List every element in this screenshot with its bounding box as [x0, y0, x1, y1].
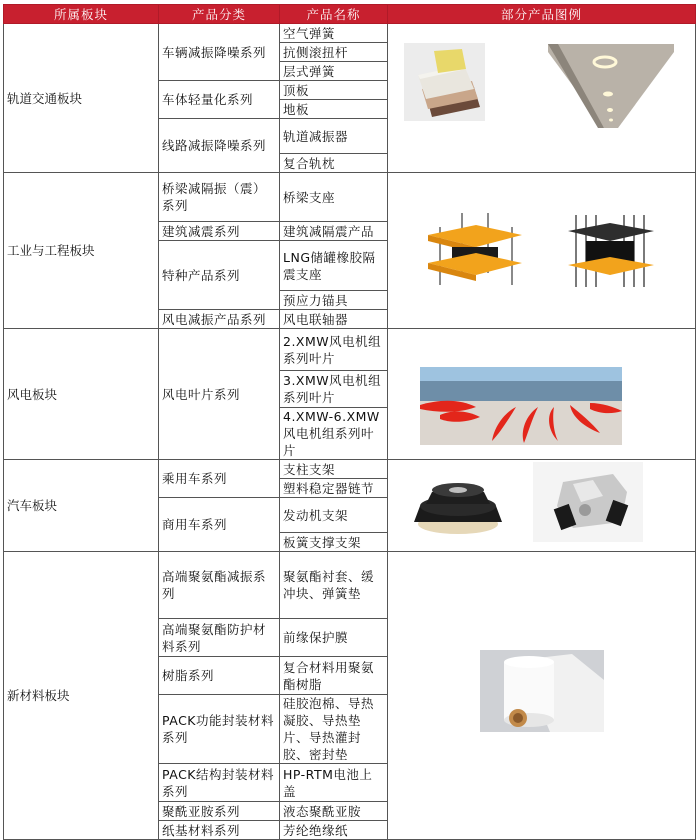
table-header-row — [4, 5, 696, 24]
header-images: 部分产品图例 — [388, 5, 696, 24]
header-product-name: 产品名称 — [280, 5, 388, 24]
category-cell: 车辆减振降噪系列 — [159, 24, 280, 81]
category-cell: 乘用车系列 — [159, 460, 280, 498]
table-row — [4, 24, 696, 43]
product-name-cell: 桥梁支座 — [280, 173, 388, 222]
product-name-cell: 建筑减隔震产品 — [280, 222, 388, 241]
category-cell: 风电叶片系列 — [159, 329, 280, 460]
wind-blades-photo — [420, 367, 622, 445]
strut-mount-photo — [398, 468, 516, 540]
rail-image-cell — [388, 24, 696, 173]
product-name-cell: 地板 — [280, 100, 388, 119]
table-row — [4, 552, 696, 619]
category-cell: PACK功能封装材料系列 — [159, 695, 280, 764]
category-cell: 聚酰亚胺系列 — [159, 802, 280, 821]
product-name-cell: 空气弹簧 — [280, 24, 388, 43]
table-row — [4, 460, 696, 479]
product-name-cell: 2.XMW风电机组系列叶片 — [280, 329, 388, 371]
product-name-cell: 液态聚酰亚胺 — [280, 802, 388, 821]
product-name-cell: 层式弹簧 — [280, 62, 388, 81]
category-cell: 树脂系列 — [159, 657, 280, 695]
protective-film-roll-photo — [480, 650, 604, 732]
product-name-cell: 前缘保护膜 — [280, 619, 388, 657]
header-sector: 所属板块 — [4, 5, 159, 24]
sector-cell: 新材料板块 — [4, 552, 159, 840]
category-cell: PACK结构封装材料系列 — [159, 764, 280, 802]
product-name-cell: 顶板 — [280, 81, 388, 100]
product-name-cell: 芳纶绝缘纸 — [280, 821, 388, 840]
product-name-cell: 风电联轴器 — [280, 310, 388, 329]
product-name-cell: 复合轨枕 — [280, 154, 388, 173]
engine-bracket-photo — [533, 462, 643, 542]
table-row — [4, 173, 696, 222]
product-name-cell: 3.XMW风电机组系列叶片 — [280, 371, 388, 408]
wind-image-cell — [388, 329, 696, 460]
product-name-cell: 支柱支架 — [280, 460, 388, 479]
product-name-cell: 4.XMW-6.XMW风电机组系列叶片 — [280, 408, 388, 460]
bridge-bearing-photo — [422, 213, 528, 289]
sector-cell: 工业与工程板块 — [4, 173, 159, 329]
product-name-cell: 发动机支架 — [280, 498, 388, 533]
category-cell: 高端聚氨酯减振系列 — [159, 552, 280, 619]
sector-cell: 汽车板块 — [4, 460, 159, 552]
product-name-cell: 塑料稳定器链节 — [280, 479, 388, 498]
category-cell: 高端聚氨酯防护材料系列 — [159, 619, 280, 657]
category-cell: 车体轻量化系列 — [159, 81, 280, 119]
category-cell: 建筑减震系列 — [159, 222, 280, 241]
industrial-image-cell — [388, 173, 696, 329]
new-material-image-cell — [388, 552, 696, 840]
sector-cell: 轨道交通板块 — [4, 24, 159, 173]
product-name-cell: 轨道减振器 — [280, 119, 388, 154]
sector-cell: 风电板块 — [4, 329, 159, 460]
header-category: 产品分类 — [159, 5, 280, 24]
product-name-cell: HP-RTM电池上盖 — [280, 764, 388, 802]
category-cell: 桥梁减隔振（震）系列 — [159, 173, 280, 222]
category-cell: 纸基材料系列 — [159, 821, 280, 840]
product-name-cell: 预应力锚具 — [280, 291, 388, 310]
category-cell: 商用车系列 — [159, 498, 280, 552]
category-cell: 特种产品系列 — [159, 241, 280, 310]
auto-image-cell — [388, 460, 696, 552]
product-name-cell: 板簧支撑支架 — [280, 533, 388, 552]
table-row — [4, 329, 696, 371]
product-table — [3, 4, 696, 840]
product-name-cell: 抗侧滚扭杆 — [280, 43, 388, 62]
rail-ceiling-lights-photo — [548, 44, 674, 128]
product-name-cell: 聚氨酯衬套、缓冲块、弹簧垫 — [280, 552, 388, 619]
rail-panel-sample-photo — [404, 43, 485, 121]
product-name-cell: 复合材料用聚氨酯树脂 — [280, 657, 388, 695]
seismic-isolator-photo — [562, 213, 658, 289]
product-name-cell: 硅胶泡棉、导热凝胶、导热垫片、导热灌封胶、密封垫 — [280, 695, 388, 764]
product-name-cell: LNG储罐橡胶隔震支座 — [280, 241, 388, 291]
category-cell: 线路减振降噪系列 — [159, 119, 280, 173]
category-cell: 风电减振产品系列 — [159, 310, 280, 329]
